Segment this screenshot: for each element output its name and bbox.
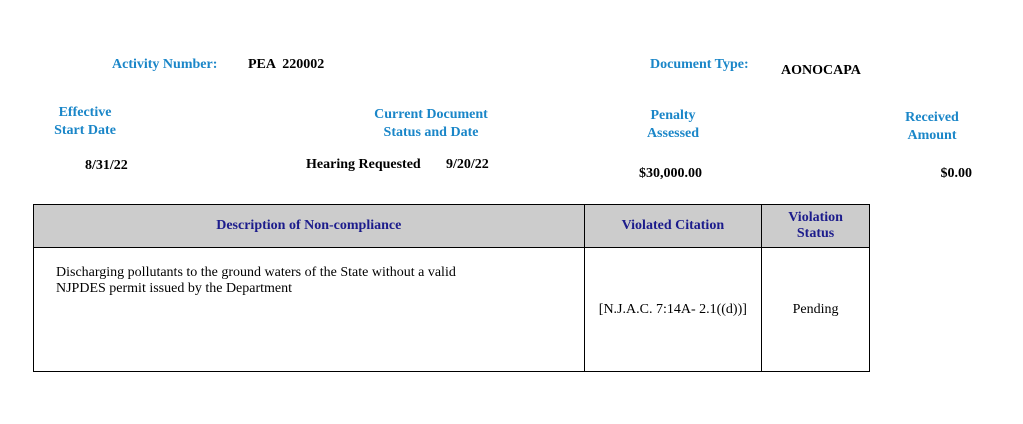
citation-cell: [N.J.A.C. 7:14A- 2.1((d))]: [584, 248, 762, 372]
penalty-assessed-label: Penalty Assessed: [646, 108, 700, 141]
received-amount-label: Received Amount: [905, 110, 959, 143]
current-status-value: Hearing Requested: [306, 157, 421, 172]
column-header-citation: Violated Citation: [584, 205, 762, 248]
document-type-value: AONOCAPA: [781, 63, 861, 78]
column-header-description: Description of Non-compliance: [34, 205, 585, 248]
current-status-label: Current Document Status and Date: [374, 107, 488, 140]
received-amount-value: $0.00: [940, 166, 972, 181]
table-row: [34, 248, 870, 372]
effective-start-date-value: 8/31/22: [85, 158, 128, 173]
column-header-violation-status: Violation Status: [762, 205, 870, 248]
document-type-label: Document Type:: [650, 57, 749, 72]
description-line: Discharging pollutants to the ground waters of the State without a valid: [56, 265, 456, 280]
activity-number-value: PEA 220002: [248, 57, 325, 72]
current-status-date: 9/20/22: [446, 157, 489, 172]
activity-number-label: Activity Number:: [112, 57, 218, 72]
effective-start-date-label: Effective Start Date: [54, 105, 116, 138]
description-cell: [34, 248, 585, 372]
description-line: NJPDES permit issued by the Department: [56, 281, 293, 296]
penalty-assessed-value: $30,000.00: [639, 166, 702, 181]
non-compliance-table: [33, 204, 870, 372]
status-cell: Pending: [762, 248, 870, 372]
table-header-row: [34, 205, 870, 248]
